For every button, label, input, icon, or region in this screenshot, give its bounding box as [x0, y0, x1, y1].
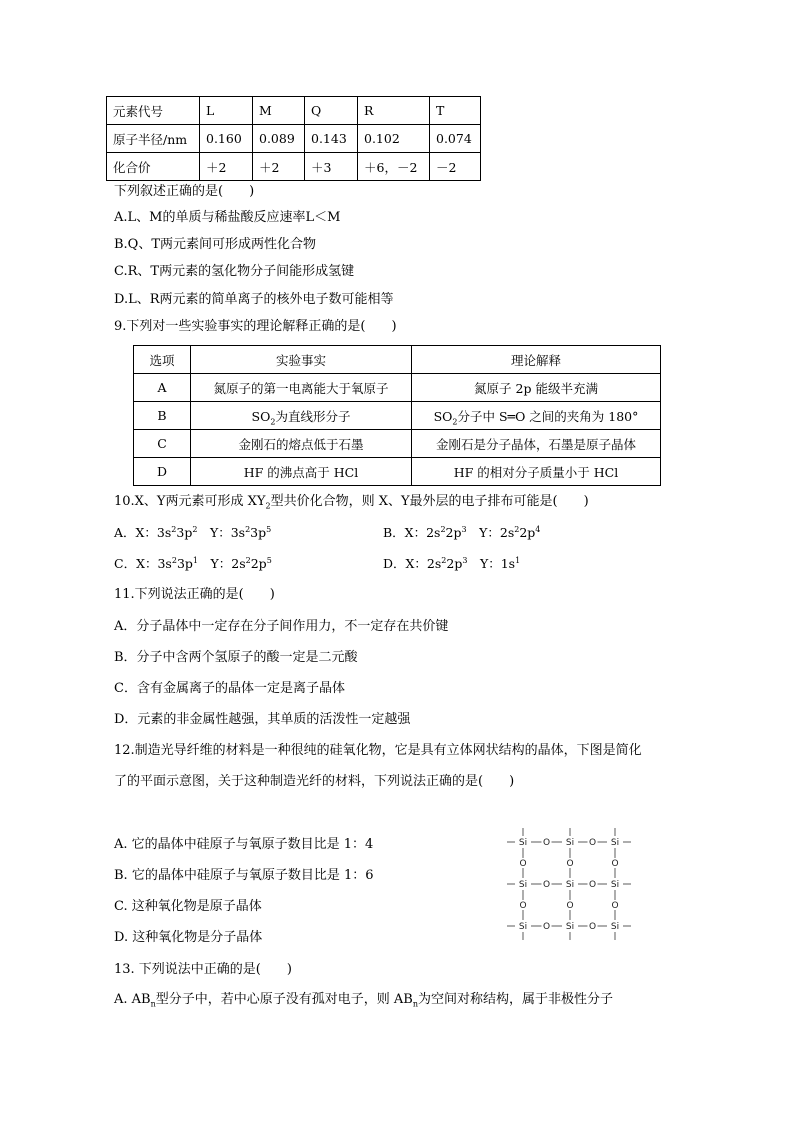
text: C．X：3s	[114, 556, 172, 571]
table-header: 理论解释	[412, 346, 661, 374]
superscript: 3	[462, 555, 468, 565]
oxygen-atom: O	[611, 859, 619, 869]
superscript: 1	[192, 555, 198, 565]
subscript: n	[412, 999, 418, 1009]
q11-option-d: D．元素的非金属性越强，其单质的活泼性一定越强	[114, 712, 411, 727]
silicon-atom: Si	[518, 880, 528, 890]
table-cell: 氮原子的第一电离能大于氧原子	[191, 374, 412, 402]
superscript: 2	[245, 524, 251, 534]
superscript: 2	[171, 524, 177, 534]
q12-stem-line-1: 12.制造光导纤维的材料是一种很纯的硅氧化物，它是具有立体网状结构的晶体，下图是简化	[114, 743, 642, 758]
text: 型共价化合物，则 X、Y最外层的电子排布可能是( )	[270, 494, 589, 509]
silicon-atom: Si	[518, 922, 528, 932]
table-cell: 0.143	[305, 125, 358, 153]
q8-stem: 下列叙述正确的是( )	[114, 184, 255, 199]
silicon-atom: Si	[565, 880, 575, 890]
table-row	[107, 153, 481, 181]
element-table	[106, 96, 481, 181]
table-row	[134, 430, 661, 458]
text: 型分子中，若中心原子没有孤对电子，则 AB	[155, 992, 413, 1007]
text: 3p	[176, 525, 193, 540]
text: Y：3s	[197, 525, 246, 540]
q10-option-b	[383, 524, 540, 542]
superscript: 2	[192, 524, 198, 534]
table-cell	[191, 402, 412, 430]
text: 为直线形分子	[275, 408, 351, 424]
oxygen-atom: O	[566, 901, 574, 911]
subscript: n	[150, 999, 156, 1009]
silicon-atom: Si	[610, 838, 620, 848]
table-header: 选项	[134, 346, 191, 374]
table-row	[107, 125, 481, 153]
q12-stem-line-2: 了的平面示意图，关于这种制造光纤的材料，下列说法正确的是( )	[114, 774, 515, 789]
table-cell: 0.102	[358, 125, 430, 153]
subscript: 2	[452, 417, 458, 426]
table-cell: ＋3	[305, 153, 358, 181]
q13-option-a	[114, 991, 613, 1009]
silicon-atom: Si	[610, 880, 620, 890]
table-cell: 元素代号	[107, 97, 200, 125]
silicon-atom: Si	[565, 838, 575, 848]
q10-stem	[114, 493, 589, 511]
table-cell: 原子半径/nm	[107, 125, 200, 153]
q11-option-b: B．分子中含两个氢原子的酸一定是二元酸	[114, 650, 358, 665]
table-cell	[412, 402, 661, 430]
table-cell: R	[358, 97, 430, 125]
superscript: 2	[440, 524, 446, 534]
superscript: 2	[514, 524, 520, 534]
table-row	[134, 374, 661, 402]
q9-stem: 9.下列对一些实验事实的理论解释正确的是( )	[114, 319, 397, 334]
q8-option-a: A.L、M的单质与稀盐酸反应速率L＜M	[114, 210, 341, 225]
superscript: 2	[441, 555, 447, 565]
text: 2p	[519, 525, 536, 540]
text: B．X：2s	[383, 525, 441, 540]
table-cell: A	[134, 374, 191, 402]
table-row	[134, 402, 661, 430]
silicon-oxide-network-diagram	[503, 826, 633, 948]
oxygen-atom: O	[588, 838, 597, 848]
text: 3p	[176, 556, 193, 571]
superscript: 5	[266, 555, 272, 565]
table-cell: ＋6，－2	[358, 153, 430, 181]
text: A．X：3s	[114, 525, 172, 540]
q12-option-c: C. 这种氧化物是原子晶体	[114, 899, 262, 914]
superscript: 2	[245, 555, 251, 565]
q11-option-a: A．分子晶体中一定存在分子间作用力，不一定存在共价键	[114, 619, 449, 634]
table-row	[107, 97, 481, 125]
table-header-row	[134, 346, 661, 374]
q10-option-c	[114, 555, 272, 573]
table-cell: 金刚石的熔点低于石墨	[191, 430, 412, 458]
q8-option-c: C.R、T两元素的氢化物分子间能形成氢键	[114, 264, 355, 279]
text: 2p	[250, 556, 267, 571]
table-cell: HF 的相对分子质量小于 HCl	[412, 458, 661, 486]
text: Y：2s	[466, 525, 515, 540]
superscript: 2	[171, 555, 177, 565]
q12-option-b: B. 它的晶体中硅原子与氧原子数目比是 1：6	[114, 868, 374, 883]
table-header: 实验事实	[191, 346, 412, 374]
text: D．X：2s	[383, 556, 442, 571]
q11-stem: 11.下列说法正确的是( )	[114, 587, 275, 602]
q13-stem: 13. 下列说法中正确的是( )	[114, 962, 292, 977]
silicon-atom: Si	[518, 838, 528, 848]
table-row	[134, 458, 661, 486]
table-cell: 0.160	[200, 125, 253, 153]
oxygen-atom: O	[611, 901, 619, 911]
text: 2p	[446, 556, 463, 571]
text: 分子中 S═O 之间的夹角为 180°	[457, 408, 639, 424]
subscript: 2	[265, 501, 271, 511]
text: SO	[433, 408, 453, 424]
q12-option-a: A. 它的晶体中硅原子与氧原子数目比是 1：4	[114, 837, 374, 852]
text: 2p	[445, 525, 462, 540]
table-cell: 0.074	[430, 125, 481, 153]
q9-table	[133, 345, 661, 486]
q8-option-b: B.Q、T两元素间可形成两性化合物	[114, 237, 317, 252]
q10-option-a	[114, 524, 271, 542]
text: 为空间对称结构，属于非极性分子	[418, 992, 614, 1007]
table-cell: 0.089	[253, 125, 305, 153]
oxygen-atom: O	[519, 859, 527, 869]
oxygen-atom: O	[542, 838, 551, 848]
q12-option-d: D. 这种氧化物是分子晶体	[114, 930, 263, 945]
table-cell: T	[430, 97, 481, 125]
q8-option-d: D.L、R两元素的简单离子的核外电子数可能相等	[114, 292, 394, 307]
text: 3p	[250, 525, 267, 540]
text: Y：2s	[198, 556, 246, 571]
text: 10.X、Y两元素可形成 XY	[114, 494, 266, 509]
table-cell: C	[134, 430, 191, 458]
oxygen-atom: O	[588, 922, 597, 932]
table-cell: 化合价	[107, 153, 200, 181]
text: SO	[251, 408, 271, 424]
oxygen-atom: O	[566, 859, 574, 869]
table-cell: ＋2	[200, 153, 253, 181]
table-cell: B	[134, 402, 191, 430]
table-cell: －2	[430, 153, 481, 181]
table-cell: L	[200, 97, 253, 125]
superscript: 5	[266, 524, 272, 534]
table-cell: HF 的沸点高于 HCl	[191, 458, 412, 486]
table-cell: D	[134, 458, 191, 486]
silicon-atom: Si	[610, 922, 620, 932]
table-cell: 金刚石是分子晶体，石墨是原子晶体	[412, 430, 661, 458]
q11-option-c: C．含有金属离子的晶体一定是离子晶体	[114, 681, 345, 696]
text: A. AB	[114, 992, 151, 1007]
superscript: 4	[535, 524, 541, 534]
oxygen-atom: O	[542, 880, 551, 890]
table-cell: ＋2	[253, 153, 305, 181]
oxygen-atom: O	[519, 901, 527, 911]
table-cell: Q	[305, 97, 358, 125]
oxygen-atom: O	[542, 922, 551, 932]
q10-option-d	[383, 555, 520, 573]
silicon-atom: Si	[565, 922, 575, 932]
text: Y：1s	[467, 556, 516, 571]
subscript: 2	[270, 417, 276, 426]
table-cell: 氮原子 2p 能级半充满	[412, 374, 661, 402]
table-cell: M	[253, 97, 305, 125]
superscript: 1	[515, 555, 521, 565]
oxygen-atom: O	[588, 880, 597, 890]
superscript: 3	[461, 524, 467, 534]
